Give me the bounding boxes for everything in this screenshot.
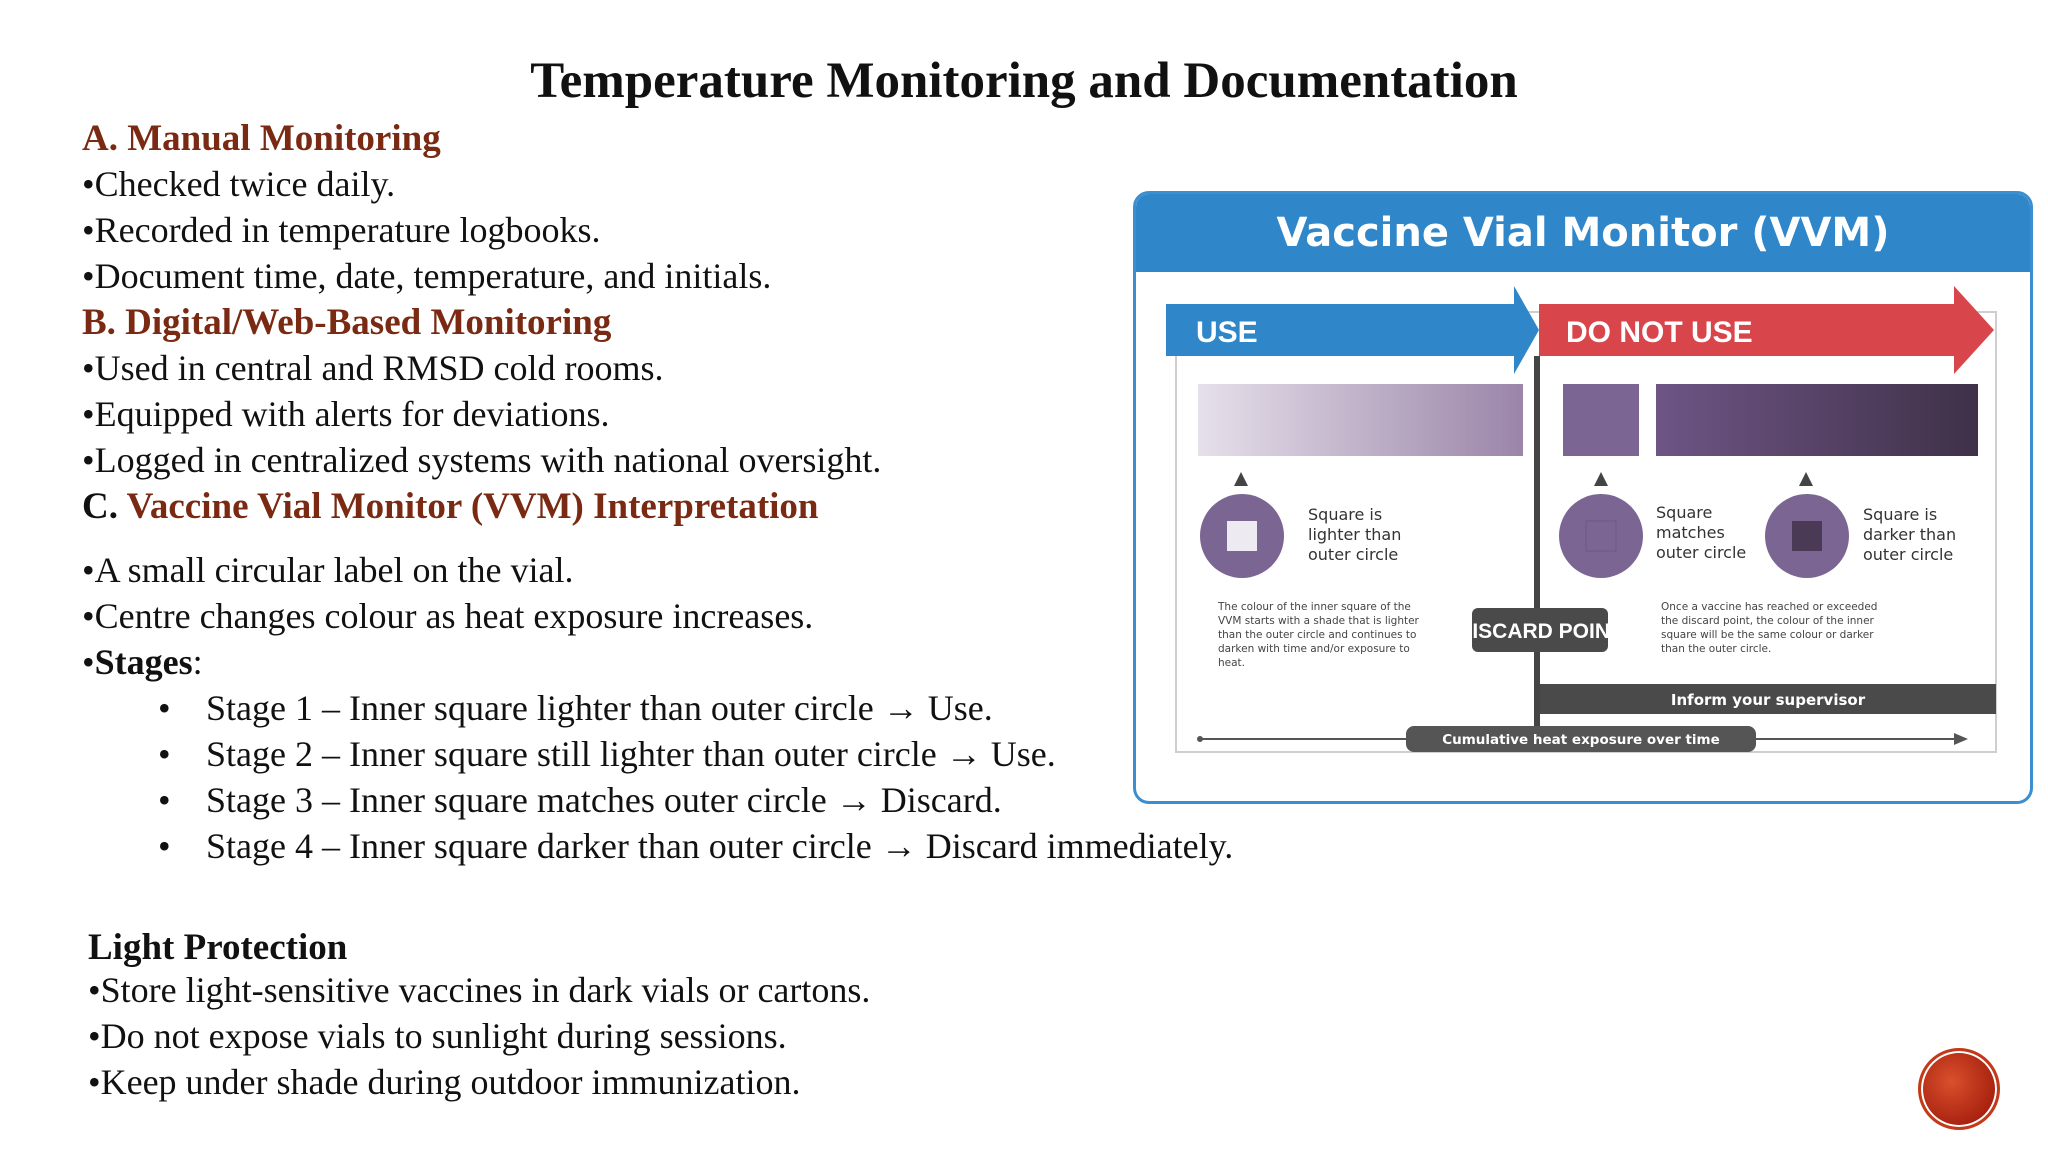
section-b-heading: B. Digital/Web-Based Monitoring xyxy=(82,302,612,343)
use-label: USE xyxy=(1196,316,1258,349)
dark-color-bar xyxy=(1656,384,1978,456)
discard-divider xyxy=(1534,356,1540,726)
stage-bullet: • xyxy=(158,826,171,866)
inner-square-lighter xyxy=(1227,521,1257,551)
use-desc-5: heat. xyxy=(1218,657,1246,669)
matches-label-2: matches xyxy=(1656,523,1725,542)
section-c-prefix: C. xyxy=(82,486,127,527)
use-desc-2: VVM starts with a shade that is lighter xyxy=(1218,615,1419,627)
cumulative-label: Cumulative heat exposure over time xyxy=(1442,732,1720,748)
stages-bullet: • xyxy=(82,642,95,682)
stage-bullet: • xyxy=(158,688,171,728)
stage-item-4 xyxy=(158,828,1233,864)
section-c-title: Vaccine Vial Monitor (VVM) Interpretation xyxy=(126,486,819,527)
use-desc-4: darken with time and/or exposure to xyxy=(1218,643,1410,655)
match-color-swatch xyxy=(1563,384,1639,456)
matches-label-1: Square xyxy=(1656,503,1713,522)
do-not-use-label: DO NOT USE xyxy=(1566,316,1753,349)
vvm-figure xyxy=(1133,191,2033,804)
darker-label-1: Square is xyxy=(1863,505,1938,524)
light-protection-heading: Light Protection xyxy=(88,927,348,968)
stage-text: Stage 4 – Inner square darker than outer circle → Discard immediately. xyxy=(206,826,1234,866)
darker-label-2: darker than xyxy=(1863,525,1957,544)
discard-desc-2: the discard point, the colour of the inner xyxy=(1661,615,1874,627)
use-color-bar xyxy=(1198,384,1523,456)
darker-label-3: outer circle xyxy=(1863,545,1954,564)
light-item-3: •Keep under shade during outdoor immunization. xyxy=(88,1062,801,1102)
stage-bullet: • xyxy=(158,780,171,820)
logo-icon xyxy=(1918,1048,2000,1130)
stage-text: Stage 2 – Inner square still lighter than outer circle → Use. xyxy=(206,734,1056,774)
section-b-item-1: •Used in central and RMSD cold rooms. xyxy=(82,348,664,388)
page-title: Temperature Monitoring and Documentation xyxy=(530,53,1518,109)
section-a-item-3: •Document time, date, temperature, and initials. xyxy=(82,256,772,296)
use-desc-3: than the outer circle and continues to xyxy=(1218,629,1417,641)
section-c-item-1: •A small circular label on the vial. xyxy=(82,550,574,590)
section-a-item-1: •Checked twice daily. xyxy=(82,164,396,204)
stages-colon: : xyxy=(192,642,203,682)
timeline-start-dot xyxy=(1197,736,1203,742)
stage-item-1 xyxy=(158,690,993,726)
up-arrow-icon xyxy=(1594,472,1608,486)
stages-line xyxy=(82,644,203,680)
use-desc-1: The colour of the inner square of the xyxy=(1218,601,1411,613)
up-arrow-icon xyxy=(1799,472,1813,486)
timeline-arrow-icon xyxy=(1954,733,1968,745)
vvm-diagram xyxy=(1136,272,2030,801)
discard-desc-1: Once a vaccine has reached or exceeded xyxy=(1661,601,1878,613)
section-a-item-2: •Recorded in temperature logbooks. xyxy=(82,210,601,250)
discard-desc-4: than the outer circle. xyxy=(1661,643,1772,655)
light-item-1: •Store light-sensitive vaccines in dark vials or cartons. xyxy=(88,970,871,1010)
inner-square-darker xyxy=(1792,521,1822,551)
lighter-label-2: lighter than xyxy=(1308,525,1402,544)
lighter-label-3: outer circle xyxy=(1308,545,1399,564)
section-b-item-2: •Equipped with alerts for deviations. xyxy=(82,394,610,434)
section-a-heading: A. Manual Monitoring xyxy=(82,118,441,159)
stages-label: Stages xyxy=(94,642,193,682)
discard-point-label: DISCARD POINT xyxy=(1457,620,1623,643)
stage-text: Stage 3 – Inner square matches outer circle → Discard. xyxy=(206,780,1002,820)
discard-desc-3: square will be the same colour or darker xyxy=(1661,629,1874,641)
stage-item-2 xyxy=(158,736,1056,772)
inform-label: Inform your supervisor xyxy=(1670,691,1866,709)
section-c-item-2: •Centre changes colour as heat exposure increases. xyxy=(82,596,814,636)
matches-label-3: outer circle xyxy=(1656,543,1747,562)
inner-square-matches xyxy=(1586,521,1616,551)
lighter-label-1: Square is xyxy=(1308,505,1383,524)
section-b-item-3: •Logged in centralized systems with national oversight. xyxy=(82,440,882,480)
stage-item-3 xyxy=(158,782,1002,818)
stage-bullet: • xyxy=(158,734,171,774)
up-arrow-icon xyxy=(1234,472,1248,486)
light-item-2: •Do not expose vials to sunlight during sessions. xyxy=(88,1016,787,1056)
section-c-heading xyxy=(82,488,819,525)
vvm-title: Vaccine Vial Monitor (VVM) xyxy=(1136,194,2030,272)
stage-text: Stage 1 – Inner square lighter than outer circle → Use. xyxy=(206,688,993,728)
